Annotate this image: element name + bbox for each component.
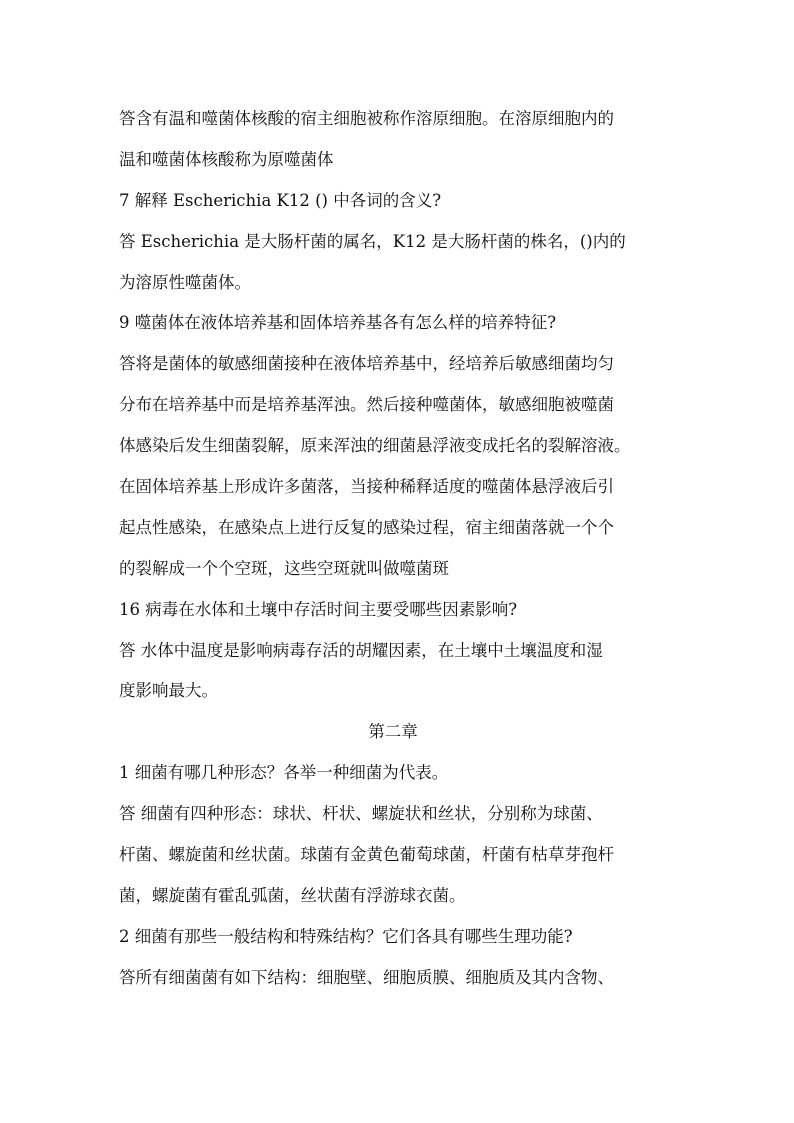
answer-line: 答 Escherichia 是大肠杆菌的属名，K12 是大肠杆菌的株名，()内的	[119, 231, 626, 251]
answer-line: 答所有细菌菌有如下结构：细胞壁、细胞质膜、细胞质及其内含物、	[119, 967, 614, 987]
text-line: 分布在培养基中而是培养基浑浊。然后接种噬菌体，敏感细胞被噬菌	[119, 395, 614, 415]
question-line: 16 病毒在水体和土壤中存活时间主要受哪些因素影响?	[119, 599, 518, 619]
text-line: 在固体培养基上形成许多菌落，当接种稀释适度的噬菌体悬浮液后引	[119, 477, 614, 497]
question-line: 2 细菌有那些一般结构和特殊结构？它们各具有哪些生理功能?	[119, 926, 573, 946]
text-line: 起点性感染，在感染点上进行反复的感染过程，宿主细菌落就一个个	[119, 517, 614, 537]
question-line: 7 解释 Escherichia K12 () 中各词的含义?	[119, 190, 442, 210]
text-line: 温和噬菌体核酸称为原噬菌体	[119, 149, 334, 169]
text-line: 体感染后发生细菌裂解，原来浑浊的细菌悬浮液变成托名的裂解溶液。	[119, 436, 631, 456]
answer-line: 答 细菌有四种形态：球状、杆状、螺旋状和丝状，分别称为球菌、	[119, 804, 603, 824]
text-line: 度影响最大。	[119, 681, 218, 701]
answer-line: 答 水体中温度是影响病毒存活的胡耀因素，在土壤中土壤温度和湿	[119, 640, 603, 660]
text-line: 杆菌、螺旋菌和丝状菌。球菌有金黄色葡萄球菌，杆菌有枯草芽孢杆	[119, 845, 614, 865]
answer-line: 答将是菌体的敏感细菌接种在液体培养基中，经培养后敏感细菌均匀	[119, 354, 614, 374]
text-line: 菌，螺旋菌有霍乱弧菌，丝状菌有浮游球衣菌。	[119, 885, 466, 905]
text-line: 的裂解成一个个空斑，这些空斑就叫做噬菌斑	[119, 558, 449, 578]
text-line: 答含有温和噬菌体核酸的宿主细胞被称作溶原细胞。在溶原细胞内的	[119, 109, 614, 128]
chapter-heading: 第二章	[368, 722, 418, 742]
question-line: 1 细菌有哪几种形态？各举一种细菌为代表。	[119, 763, 449, 783]
text-line: 为溶原性噬菌体。	[119, 272, 251, 292]
question-line: 9 噬菌体在液体培养基和固体培养基各有怎么样的培养特征?	[119, 313, 557, 333]
document-body	[119, 104, 687, 1004]
